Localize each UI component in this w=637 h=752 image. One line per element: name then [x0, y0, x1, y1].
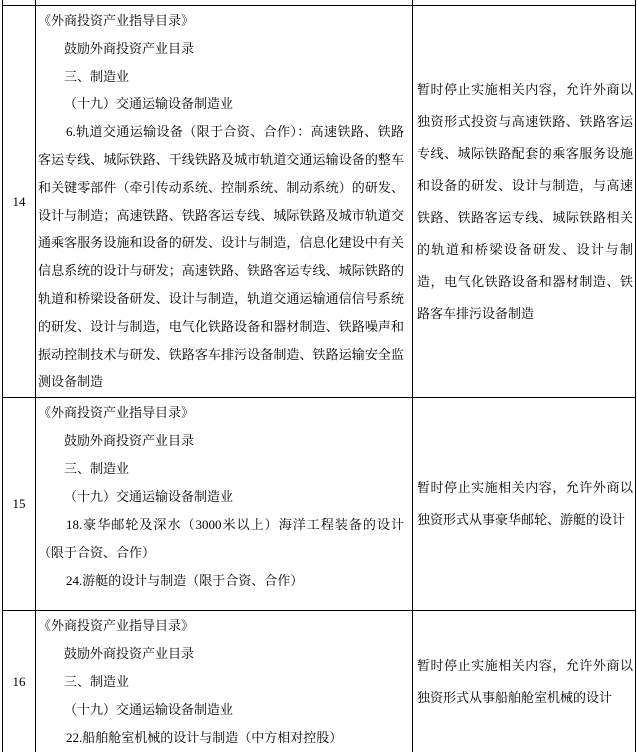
catalog-title: 《外商投资产业指导目录》	[38, 618, 195, 633]
catalog-line: 鼓励外商投资产业目录	[64, 433, 195, 448]
catalog-line: 三、制造业	[64, 674, 130, 689]
table-row-15	[3, 398, 636, 611]
measure-cell	[413, 398, 636, 611]
catalog-item: 18.豪华邮轮及深水（3000米以上）海洋工程装备的设计（限于合资、合作）	[38, 517, 404, 560]
measure-cell	[413, 611, 636, 752]
catalog-measures-table	[2, 0, 636, 752]
catalog-title: 《外商投资产业指导目录》	[38, 13, 195, 28]
catalog-line: 三、制造业	[64, 461, 130, 476]
catalog-item: 22.船舶舱室机械的设计与制造（中方相对控股）	[66, 730, 343, 745]
catalog-line: 三、制造业	[64, 68, 130, 84]
catalog-line: （十九）交通运输设备制造业	[64, 489, 234, 504]
row-number: 14	[3, 6, 36, 398]
measure-text: 暂时停止实施相关内容，允许外商以独资形式投资与高速铁路、铁路客运专线、城际铁路配套的乘客服务设施和设备的研发、设计与制造，与高速铁路、铁路客运专线、城际铁路相关的轨道和桥梁设备研发、设计与制造，电气化铁路设备和器材制造、铁路客车排污设备制造	[417, 81, 633, 321]
measure-cell	[413, 6, 636, 398]
row-number: 16	[3, 611, 36, 752]
catalog-line: 鼓励外商投资产业目录	[64, 40, 195, 56]
row-number: 15	[3, 398, 36, 611]
catalog-line: （十九）交通运输设备制造业	[64, 702, 234, 717]
table-row-14	[3, 6, 636, 398]
catalog-item: 24.游艇的设计与制造（限于合资、合作）	[66, 573, 304, 588]
catalog-item: 6.轨道交通运输设备（限于合资、合作）：高速铁路、铁路客运专线、城际铁路、干线铁路及城市轨道交通运输设备的整车和关键零部件（牵引传动系统、控制系统、制动系统）的研发、设计与制造；高速铁路、铁路客运专线、城际铁路及城市轨道交通乘客服务设施和设备的研发、设计与制造，信息化建设中有关信息系统的设计与研发；高速铁路、铁路客运专线、城际铁路的轨道和桥梁设备研发、设计与制造，轨道交通运输通信信号系统的研发、设计与制造，电气化铁路设备和器材制造、铁路噪声和振动控制技术与研发、铁路客车排污设备制造、铁路运输安全监测设备制造	[38, 124, 404, 390]
catalog-cell	[36, 611, 413, 752]
measure-text: 暂时停止实施相关内容，允许外商以独资形式从事豪华邮轮、游艇的设计	[417, 480, 633, 527]
catalog-line: 鼓励外商投资产业目录	[64, 646, 195, 661]
catalog-cell	[36, 398, 413, 611]
catalog-title: 《外商投资产业指导目录》	[38, 405, 195, 420]
catalog-line: （十九）交通运输设备制造业	[64, 96, 234, 112]
table-row-16	[3, 611, 636, 752]
catalog-cell	[36, 6, 413, 398]
measure-text: 暂时停止实施相关内容，允许外商以独资形式从事船舶舱室机械的设计	[417, 658, 633, 705]
